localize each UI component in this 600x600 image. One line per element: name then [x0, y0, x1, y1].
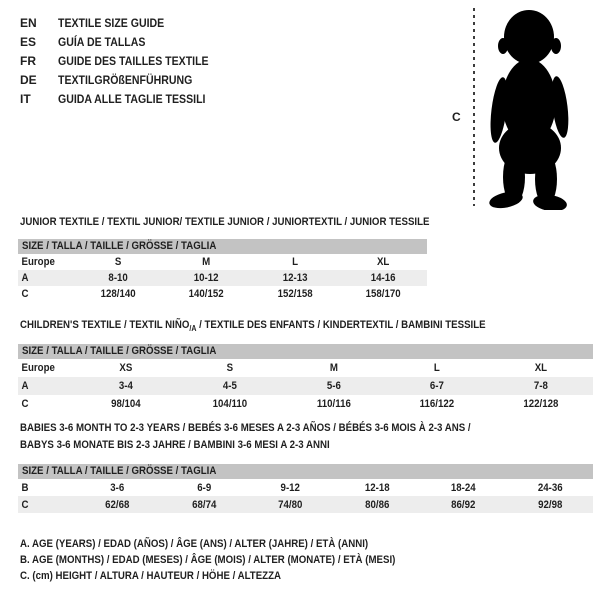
language-label: TEXTILE SIZE GUIDE — [58, 15, 165, 30]
row-label: A — [21, 380, 29, 392]
language-label: TEXTILGRÖßENFÜHRUNG — [58, 72, 193, 87]
table-cell: M — [329, 362, 338, 374]
height-measure-dotted-line — [473, 8, 475, 206]
row-label: Europe — [21, 256, 55, 268]
table-cell: 7-8 — [534, 380, 549, 392]
table-cell: 9-12 — [280, 481, 300, 494]
table-cell: 12-13 — [282, 272, 307, 284]
table-row — [18, 395, 593, 413]
table-row — [18, 377, 593, 395]
language-header — [20, 13, 229, 108]
table-cell: 104/110 — [212, 398, 247, 410]
table-cell: 24-36 — [537, 481, 563, 494]
table-row — [18, 286, 427, 302]
table-row — [18, 359, 593, 377]
table-cell: XL — [534, 362, 548, 374]
note-b: B. AGE (MONTHS) / EDAD (MESES) / ÂGE (MOIS) / ALTER (MONATE) / ETÀ (MESI) — [20, 554, 396, 566]
table-row — [18, 254, 427, 270]
table-cell: 140/152 — [188, 288, 224, 300]
children-section-title: CHILDREN'S TEXTILE / TEXTIL $NIÑO_{/A}$ / TEXTILE DES ENFANTS / KINDERTEXTIL / BAMBINI TESSILE — [20, 319, 486, 333]
language-code: EN — [20, 15, 37, 30]
table-cell: 80/86 — [364, 498, 389, 511]
row-label: B — [21, 481, 29, 494]
table-cell: 128/140 — [100, 288, 136, 300]
table-cell: XS — [119, 362, 133, 374]
table-cell: 158/170 — [365, 288, 401, 300]
table-cell: 3-6 — [110, 481, 125, 494]
junior-size-header-bar: SIZE / TALLA / TAILLE / GRÖSSE / TAGLIA — [18, 239, 427, 254]
table-row — [18, 270, 427, 286]
babies-section-title: BABIES 3-6 MONTH TO 2-3 YEARS / BEBÉS 3-6 MESES A 2-3 AÑOS / BÉBÉS 3-6 MOIS À 2-3 ANS / BABYS 3-6 MONATE BIS 2-3 JAHRE / BAMBINI 3-6 MESI A 2-3 ANNI — [20, 422, 471, 451]
row-label: C — [21, 498, 29, 511]
row-label: C — [21, 288, 29, 300]
table-cell: S — [226, 362, 233, 374]
table-cell: XL — [376, 256, 390, 268]
language-row-de — [20, 70, 229, 89]
table-cell: 6-9 — [196, 481, 211, 494]
title-subscript: /A — [189, 324, 197, 333]
babies-size-table — [18, 464, 593, 513]
children-size-header-bar: SIZE / TALLA / TAILLE / GRÖSSE / TAGLIA — [18, 344, 593, 359]
table-cell: 12-18 — [364, 481, 390, 494]
note-c: C. (cm) HEIGHT / ALTURA / HAUTEUR / HÖHE / ALTEZZA — [20, 570, 282, 582]
table-cell: M — [202, 256, 211, 268]
language-label: GUIDE DES TAILLES TEXTILE — [58, 53, 209, 68]
table-cell: 152/158 — [277, 288, 313, 300]
table-cell: 10-12 — [193, 272, 219, 284]
table-cell: 86/92 — [451, 498, 476, 511]
table-cell: 18-24 — [450, 481, 476, 494]
table-cell: 62/68 — [105, 498, 130, 511]
table-cell: 110/116 — [316, 398, 351, 410]
children-size-table — [18, 344, 593, 413]
table-cell: 92/98 — [537, 498, 562, 511]
language-code: IT — [20, 91, 31, 106]
note-a: A. AGE (YEARS) / EDAD (AÑOS) / ÂGE (ANS) / ALTER (JAHRE) / ETÀ (ANNI) — [20, 538, 369, 550]
table-cell: L — [434, 362, 441, 374]
table-cell: 14-16 — [370, 272, 396, 284]
language-code: ES — [20, 34, 37, 49]
junior-size-table — [18, 239, 427, 302]
table-cell: 122/128 — [523, 398, 559, 410]
row-label: A — [21, 272, 29, 284]
table-row — [18, 479, 593, 496]
language-label: GUIDA ALLE TAGLIE TESSILI — [58, 91, 206, 106]
babies-size-header-bar: SIZE / TALLA / TAILLE / GRÖSSE / TAGLIA — [18, 464, 593, 479]
table-cell: L — [291, 256, 298, 268]
language-row-es — [20, 32, 229, 51]
table-cell: 74/80 — [278, 498, 303, 511]
baby-silhouette-image — [482, 8, 580, 210]
junior-section-title: JUNIOR TEXTILE / TEXTIL JUNIOR/ TEXTILE JUNIOR / JUNIORTEXTIL / JUNIOR TESSILE — [20, 216, 430, 228]
language-code: FR — [20, 53, 36, 68]
row-label: Europe — [21, 362, 55, 374]
language-label: GUÍA DE TALLAS — [58, 34, 146, 49]
legend-notes — [20, 536, 447, 584]
table-cell: 3-4 — [118, 380, 133, 392]
language-row-it — [20, 89, 229, 108]
table-cell: 5-6 — [326, 380, 341, 392]
language-row-fr — [20, 51, 229, 70]
language-code: DE — [20, 72, 37, 87]
table-cell: 8-10 — [108, 272, 128, 284]
row-label: C — [21, 398, 29, 410]
table-cell: 68/74 — [191, 498, 216, 511]
table-cell: 98/104 — [111, 398, 141, 410]
table-cell: S — [114, 256, 122, 268]
height-measure-label: C — [452, 110, 461, 124]
language-row-en — [20, 13, 229, 32]
table-cell: 6-7 — [430, 380, 445, 392]
table-cell: 116/122 — [420, 398, 455, 410]
table-row — [18, 496, 593, 513]
table-cell: 4-5 — [222, 380, 237, 392]
